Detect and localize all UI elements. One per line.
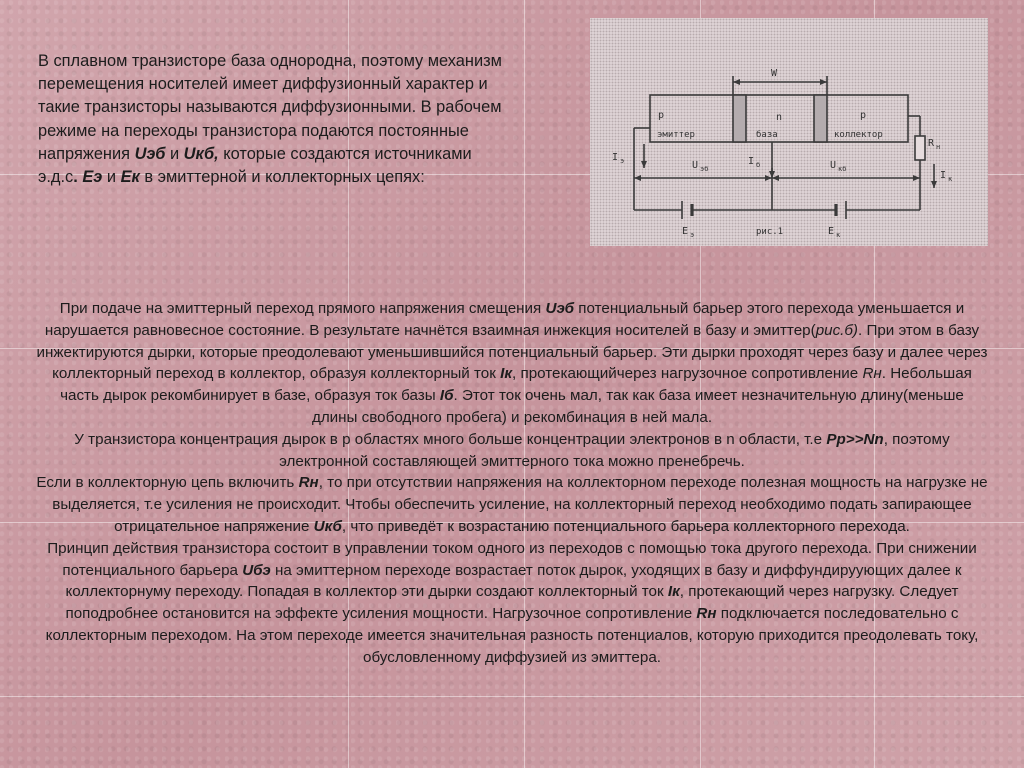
paragraph: При подаче на эмиттерный переход прямого напряжения смещения Uэб потенциальный барьер этого перехода уменьшается и нарушается равновесное состояние. В результате начнётся взаимная инжекция носителей в базу и эмиттер(рис.б). При этом в базу инжектируются дырки, которые преодолевают уменьшившийся потенциальный барьер. Эти дырки проходят через базу и далее через коллекторный переход в коллектор, образуя коллекторный ток Iк, протекающийчерез нагрузочное сопротивление Rн. Небольшая часть дырок рекомбинирует в базе, образуя ток базы Iб. Этот ток очень мал, так как база имеет незначительную длину(меньше длины свободного пробега) и рекомбинация в ней мала. — [36, 300, 988, 426]
term-ik: Iк — [667, 583, 680, 601]
ek-label: E $_к$ — [828, 226, 841, 239]
term-pp-nn: Pp>>Nn — [826, 430, 884, 448]
intro-text: . — [73, 168, 78, 187]
term-ik: Iк — [500, 365, 513, 383]
intro-text: в эмиттерной и коллекторных цепях: — [139, 168, 425, 187]
collector-junction — [814, 95, 827, 142]
term-ukb: Uкб — [313, 517, 342, 535]
rn-label: R $_н$ — [928, 138, 941, 151]
load-resistor — [915, 136, 925, 160]
emitter-type-label: p — [658, 110, 665, 121]
ueb-label: U $_{эб}$ — [692, 160, 709, 173]
intro-text: и — [102, 168, 121, 187]
term-rn: Rн — [696, 605, 717, 623]
base-label: база — [756, 130, 778, 140]
ib-label: I $_б$ — [748, 156, 761, 169]
term-ubeh: Uбэ — [242, 561, 271, 579]
term-rn: Rн — [862, 365, 882, 383]
tile-line — [0, 696, 1024, 697]
emitter-label: эмиттер — [657, 130, 695, 140]
paragraph: Если в коллекторную цепь включить Rн, то при отсутствии напряжения на коллекторном переходе полезная мощность на нагрузке не выделяется, т.е усиления не происходит. Чтобы обеспечить усиление, на коллекторный переход необходимо подать запирающее отрицательное напряжение Uкб, что приведёт к возрастанию потенциального барьера коллекторного перехода. — [36, 474, 988, 535]
intro-paragraph — [38, 50, 508, 189]
collector-type-label: p — [860, 110, 867, 121]
figure-caption: рис.1 — [756, 227, 784, 237]
paragraph: У транзистора концентрация дырок в р областях много больше концентрации электронов в n области, т.е Pp>>Nn, поэтому электронной составляющей эмиттерного тока можно пренебречь. — [74, 430, 950, 470]
figure-ref: рис.б) — [815, 321, 858, 339]
paragraph: Принцип действия транзистора состоит в управлении током одного из переходов с помощью тока другого перехода. При снижении потенциального барьера Uбэ на эмиттерном переходе возрастает поток дырок, уходящих в базу и диффундируующих далее к коллекторнуму переходу. Попадая в коллектор эти дырки создают коллекторный ток Iк, протекающий через нагрузку. Следует поподробнее остановится на эффекте усиления мощности. Нагрузочное сопротивление Rн подключается последовательно с коллекторным переходом. На этом переходе имеется значительная разность потенциалов, которую приходится преодолевать току, обусловленному диффузией из эмиттера. — [45, 539, 979, 666]
intro-text: В сплавном транзисторе база однородна, поэтому механизм перемещения носителей имеет диффузионный характер и такие транзисторы называются диффузионными. В рабочем режиме на переходы транзистора подаются постоянные напряжения — [38, 52, 502, 163]
term-ek: Ек — [120, 168, 140, 187]
ik-label: I $_к$ — [940, 170, 953, 183]
intro-text: которые создаются источниками э.д.с — [38, 144, 472, 187]
term-rn: Rн — [298, 474, 319, 492]
term-ib: Iб — [439, 387, 454, 405]
term-ukb: Uкб, — [183, 144, 219, 163]
ukb-label: U $_{кб}$ — [830, 160, 847, 173]
term-ueb: Uэб — [134, 144, 166, 163]
term-ee: Еэ — [77, 168, 103, 187]
collector-label: коллектор — [834, 130, 883, 140]
diagram-svg — [590, 18, 988, 246]
ie-label: I $_э$ — [612, 152, 625, 165]
ee-label: E $_э$ — [682, 226, 695, 239]
term-ueb: Uэб — [545, 300, 575, 317]
width-label: W — [771, 68, 778, 79]
transistor-diagram — [590, 18, 988, 246]
main-text — [36, 298, 988, 669]
intro-text: и — [165, 144, 184, 163]
emitter-junction — [733, 95, 746, 142]
base-type-label: n — [776, 112, 783, 123]
